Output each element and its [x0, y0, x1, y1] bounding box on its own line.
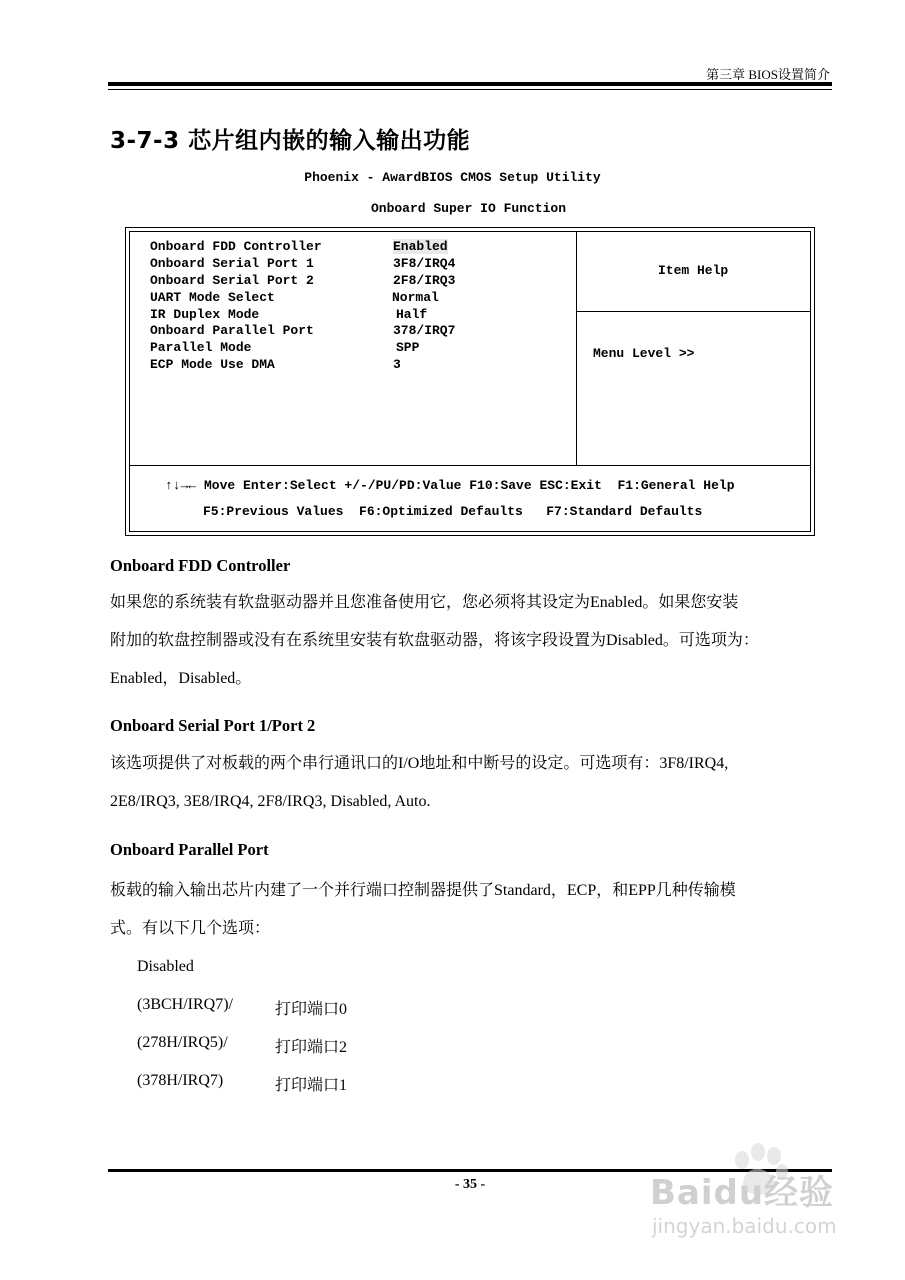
option-value[interactable]: 2F8/IRQ3	[393, 273, 456, 288]
option-desc: 打印端口2	[275, 1039, 348, 1056]
page-number: - 35 -	[454, 1177, 486, 1192]
paragraph-line: Enabled，Disabled。	[110, 670, 252, 687]
watermark-brand: Baidu经验	[650, 1173, 835, 1213]
option-label: IR Duplex Mode	[150, 307, 260, 322]
option-value[interactable]: SPP	[396, 340, 420, 355]
paragraph-line: 附加的软盘控制器或没有在系统里安装有软盘驱动器，将该字段设置为Disabled。可选项为：	[110, 632, 759, 649]
paragraph-line: 式。有以下几个选项：	[110, 920, 271, 937]
heading-fdd-controller: Onboard FDD Controller	[110, 556, 291, 575]
paragraph-line: 该选项提供了对板载的两个串行通讯口的I/O地址和中断号的设定。可选项有：3F8/IRQ4,	[110, 755, 729, 772]
option-value[interactable]: Normal	[392, 290, 439, 305]
option-desc: 打印端口0	[275, 1001, 348, 1018]
header-rule-thin	[108, 89, 832, 90]
option-label: Onboard Serial Port 1	[150, 256, 314, 271]
header-rule-thick	[108, 82, 832, 86]
option-value[interactable]: 3	[393, 357, 401, 372]
paragraph-line: 2E8/IRQ3, 3E8/IRQ4, 2F8/IRQ3, Disabled, Auto.	[110, 793, 431, 810]
option-label: UART Mode Select	[150, 290, 275, 305]
option-code: Disabled	[137, 958, 194, 975]
option-label: Onboard Serial Port 2	[150, 273, 314, 288]
menu-level: Menu Level >>	[593, 346, 695, 361]
option-value[interactable]: 3F8/IRQ4	[393, 256, 456, 271]
option-value-selected[interactable]: Enabled	[393, 239, 448, 254]
paragraph-fdd-controller	[110, 584, 840, 698]
option-code: (278H/IRQ5)/	[137, 1034, 228, 1051]
heading-serial-port: Onboard Serial Port 1/Port 2	[110, 716, 316, 735]
paragraph-parallel-port	[110, 872, 840, 948]
option-label: Onboard FDD Controller	[150, 239, 322, 254]
bios-divider-keys	[129, 465, 810, 466]
option-label: Parallel Mode	[150, 340, 252, 355]
option-code: (378H/IRQ7)	[137, 1072, 224, 1089]
bios-divider-help	[576, 311, 810, 312]
heading-parallel-port: Onboard Parallel Port	[110, 840, 269, 859]
paragraph-line: 如果您的系统装有软盘驱动器并且您准备使用它，您必须将其设定为Enabled。如果您安装	[110, 594, 739, 611]
watermark-url: jingyan.baidu.com	[652, 1214, 837, 1238]
chapter-header: 第三章 BIOS设置简介	[706, 67, 830, 82]
bios-keys-line-1: ↑↓→← Move Enter:Select +/-/PU/PD:Value F10:Save ESC:Exit F1:General Help	[165, 478, 735, 493]
bios-keys-line-2: F5:Previous Values F6:Optimized Defaults F7:Standard Defaults	[203, 504, 703, 519]
section-title: 3-7-3 芯片组内嵌的输入输出功能	[110, 128, 471, 154]
paragraph-serial-port	[110, 745, 840, 821]
bios-utility-title: Phoenix - AwardBIOS CMOS Setup Utility	[304, 170, 601, 185]
option-value[interactable]: Half	[396, 307, 428, 322]
option-label: ECP Mode Use DMA	[150, 357, 275, 372]
option-value[interactable]: 378/IRQ7	[393, 323, 456, 338]
option-desc: 打印端口1	[275, 1077, 348, 1094]
paragraph-line: 板载的输入输出芯片内建了一个并行端口控制器提供了Standard，ECP，和EPP几种传输模	[110, 882, 736, 899]
option-label: Onboard Parallel Port	[150, 323, 314, 338]
bios-screen-title: Onboard Super IO Function	[370, 201, 567, 216]
item-help-title: Item Help	[658, 263, 729, 278]
bios-divider-vertical	[576, 231, 577, 466]
option-code: (3BCH/IRQ7)/	[137, 996, 233, 1013]
